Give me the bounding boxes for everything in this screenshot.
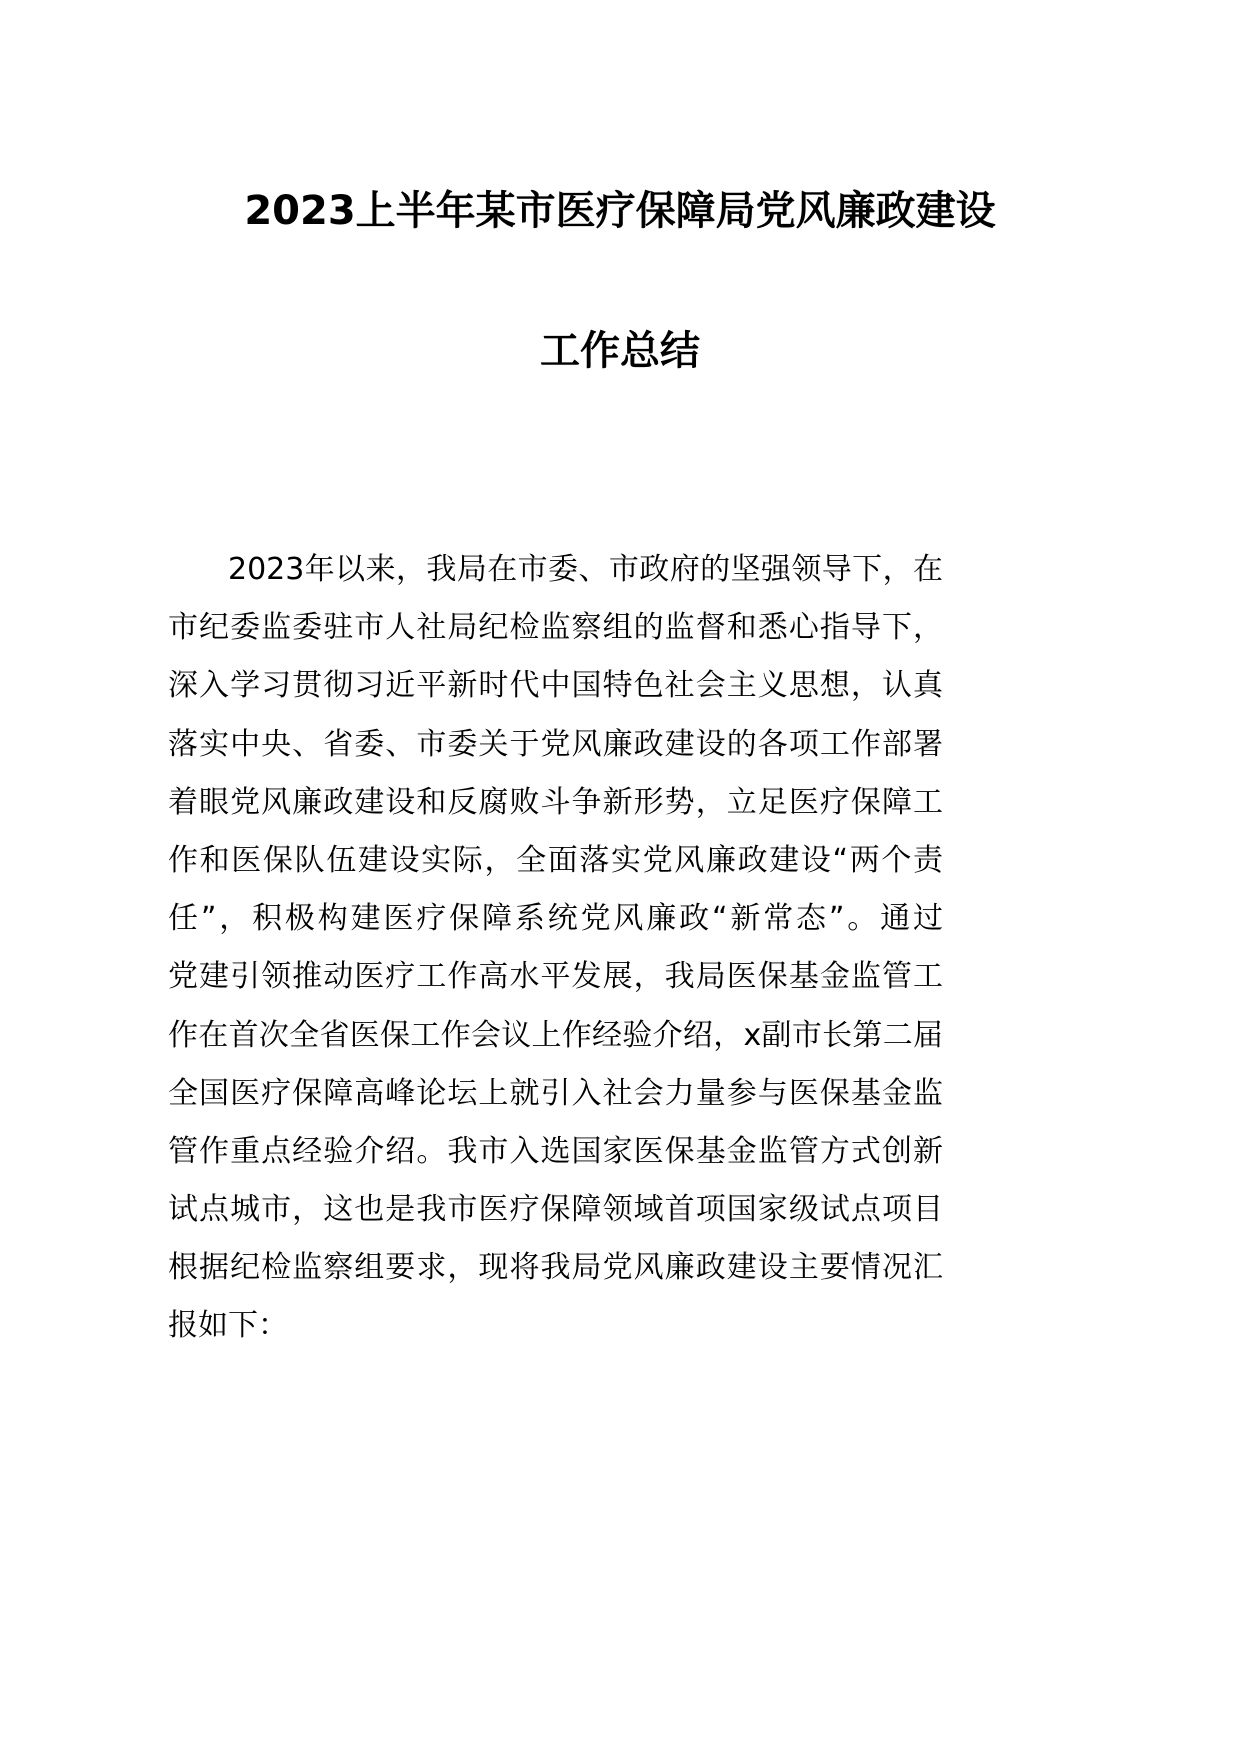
document-body-paragraph	[168, 547, 943, 1362]
body-line-2: 市纪委监委驻市人社局纪检监察组的监督和悉心指导下，	[168, 610, 943, 646]
body-line-4: 落实中央、省委、市委关于党风廉政建设的各项工作部署	[168, 726, 943, 762]
body-line-13: 根据纪检监察组要求，现将我局党风廉政建设主要情况汇	[168, 1250, 943, 1286]
document-title-line-1: 2023上半年某市医疗保障局党风廉政建设	[244, 188, 996, 234]
body-line-6: 作和医保队伍建设实际，全面落实党风廉政建设“两个责	[168, 842, 943, 878]
body-line-1: 2023年以来，我局在市委、市政府的坚强领导下，在	[228, 552, 943, 587]
body-line-9: 作在首次全省医保工作会议上作经验介绍，x副市长第二届	[168, 1017, 943, 1053]
document-title-line-2: 工作总结	[540, 328, 700, 374]
body-line-11: 管作重点经验介绍。我市入选国家医保基金监管方式创新	[168, 1133, 943, 1169]
body-line-10: 全国医疗保障高峰论坛上就引入社会力量参与医保基金监	[168, 1075, 943, 1111]
body-line-3: 深入学习贯彻习近平新时代中国特色社会主义思想，认真	[168, 668, 943, 704]
body-line-14: 报如下：	[168, 1308, 288, 1344]
body-line-7: 任”，积极构建医疗保障系统党风廉政“新常态”。通过	[168, 901, 943, 937]
body-line-5: 着眼党风廉政建设和反腐败斗争新形势，立足医疗保障工	[168, 784, 943, 820]
body-line-12: 试点城市，这也是我市医疗保障领域首项国家级试点项目	[168, 1192, 943, 1228]
body-line-8: 党建引领推动医疗工作高水平发展，我局医保基金监管工	[168, 959, 943, 995]
